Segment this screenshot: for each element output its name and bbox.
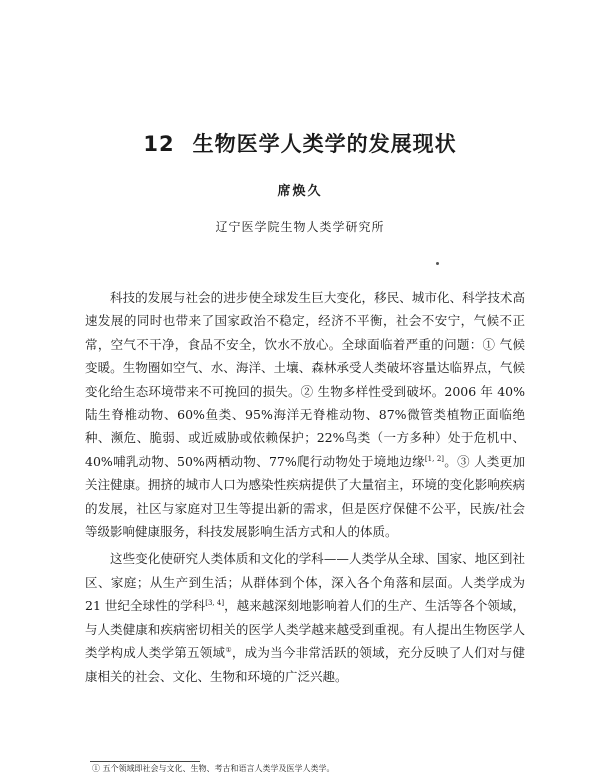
- author-affiliation: 辽宁医学院生物人类学研究所: [215, 220, 385, 234]
- citation-1-2: [1, 2]: [424, 454, 445, 463]
- paragraph-2-part-2: ，越来越深刻地影响着人们的生产、生活等各个领域，与人类健康和疾病密切相关的医学人类学越来越受到重视。有人提出生物医学人类学构成人类学第五领域: [85, 598, 525, 661]
- paragraph-1-text: 科技的发展与社会的进步使全球发生巨大变化，移民、城市化、科学技术高速发展的同时也带来了国家政治不稳定，经济不平衡，社会不安宁，气候不正常，空气不干净，食品不安全，饮水不放心。全球面临着严重的问题：① 气候变暖。生物圈如空气、水、海洋、土壤、森林承受人类破坏容量达临界点，气候变化给生态环境带来不可挽回的损失。② 生物多样性受到破坏。2006 年 40%陆生脊椎动物、60%鱼类、95%海洋无脊椎动物、87%微管类植物正面临绝种、濒危、脆弱、或近威胁或依赖保护；22%鸟类（一方多种）处于危机中、40%哺乳动物、50%两栖动物、77%爬行动物处于境地边缘: [85, 290, 525, 469]
- chapter-title-text: 生物医学人类学的发展现状: [192, 132, 457, 156]
- paragraph-1: [85, 286, 525, 543]
- author-name: 席焕久: [277, 184, 323, 199]
- paragraph-2-part-3: ，成为当今非常活跃的领域，充分反映了人们对与健康相关的社会、文化、生物和环境的广泛兴趣。: [85, 645, 525, 684]
- chapter-number: 12: [143, 132, 175, 156]
- paragraph-1-tail: 。③ 人类更加关注健康。拥挤的城市人口为感染性疾病提供了大量宿主，环境的变化影响疾病的发展，社区与家庭对卫生等提出新的需求，但是医疗保健不公平，民族/社会等级影响健康服务，科技发展影响生活方式和人的体质。: [85, 453, 525, 540]
- paragraph-2: [85, 547, 525, 687]
- footnote-marker: ①: [225, 645, 232, 654]
- scan-speck: [436, 262, 439, 265]
- body-text: [85, 286, 525, 688]
- chapter-title: [0, 128, 600, 158]
- paragraph-2-part-1: 这些变化使研究人类体质和文化的学科——人类学从全球、国家、地区到社区、家庭；从生产到生活；从群体到个体，深入各个角落和层面。人类学成为 21 世纪全球性的学科: [85, 551, 525, 614]
- footnote: ① 五个领域即社会与文化、生物、考古和语言人类学及医学人类学。: [92, 764, 335, 773]
- footnote-divider: [90, 761, 200, 762]
- citation-3-4: [3, 4]: [205, 599, 225, 608]
